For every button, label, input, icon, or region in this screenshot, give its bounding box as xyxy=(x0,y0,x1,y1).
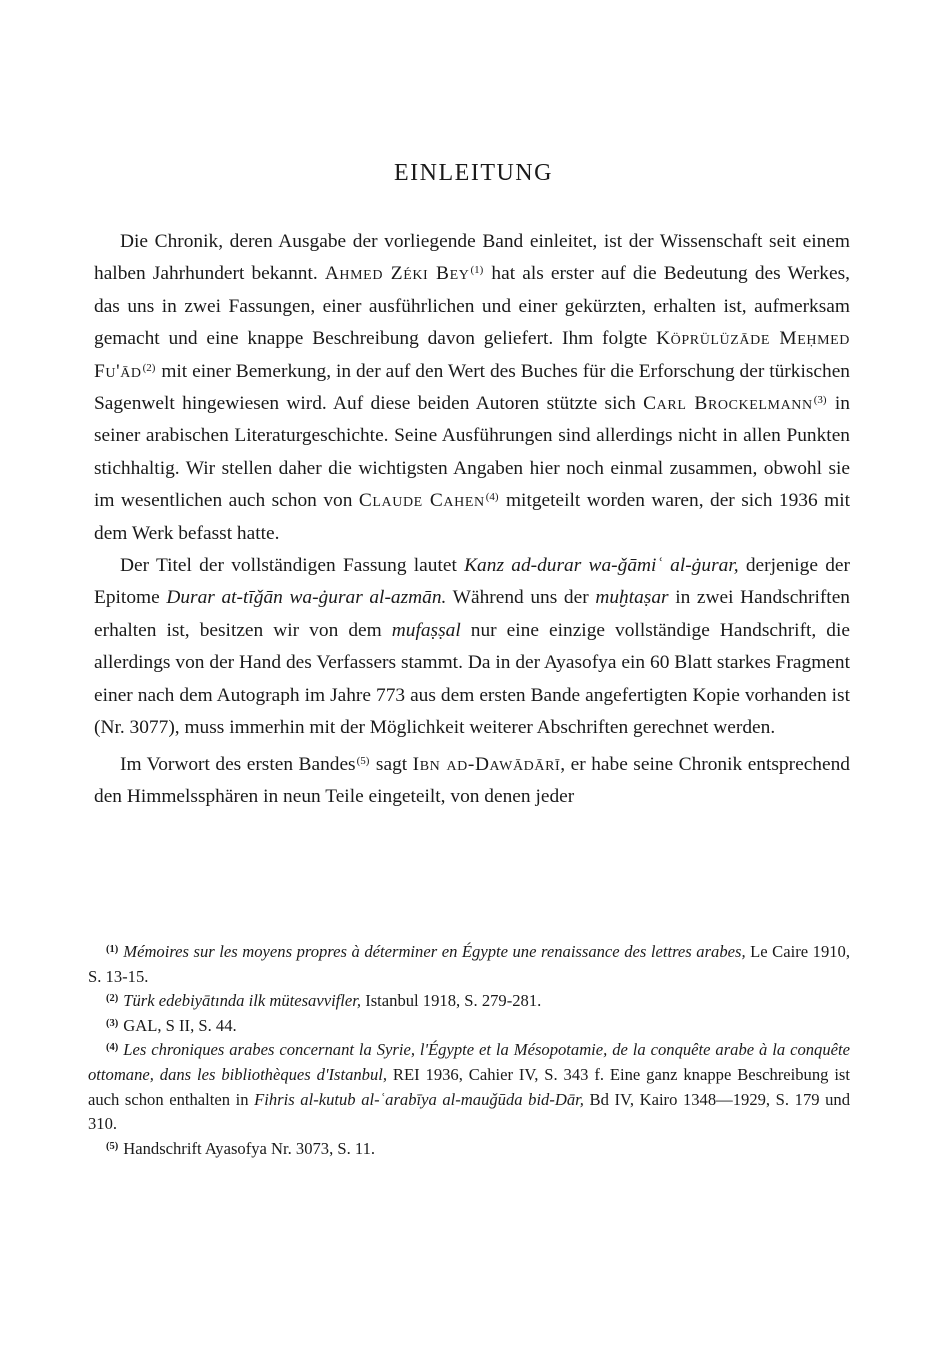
footnote-4 xyxy=(88,1038,850,1136)
footnote-mark: (1) xyxy=(106,944,119,955)
cited-title: Les chroniques arabes concernant la Syrie, l'Égypte et la Mésopotamie, de la conquête arabe à la conquête ottomane, dans les bibliothèques d'Istanbul, xyxy=(88,1040,850,1084)
text-run: REI 1936, Cahier IV, S. 343 f. Eine ganz knappe Beschreibung ist auch schon enthalten in xyxy=(88,1064,850,1109)
text-run: mit einer Bemerkung, in der auf den Wert des Buches für die Erforschung der türkischen Sagenwelt hingewiesen wird. Auf diese beiden Autoren stützte sich xyxy=(94,360,850,415)
text-run: in seiner arabischen Literaturgeschichte. Seine Ausführungen sind allerdings nicht in allen Punkten stichhaltig. Wir stellen daher die wichtigsten Angaben hier noch einmal zusammen, obwohl sie im wesentlichen auch schon von xyxy=(94,393,850,512)
paragraph-3 xyxy=(94,749,850,814)
text-run: Während uns der xyxy=(446,587,596,609)
body-text xyxy=(94,226,850,813)
footnote-mark: (3) xyxy=(106,1017,119,1029)
text-run: Le Caire 1910, S. 13-15. xyxy=(88,942,850,986)
footnote-2 xyxy=(88,989,850,1014)
text-run: Die Chronik, deren Ausgabe der vorliegende Band einleitet, ist der Wissenschaft seit einem halben Jahrhundert bekannt. xyxy=(94,231,850,285)
author-name: Ibn ad-Dawādārī xyxy=(412,753,561,775)
text-run: hat als erster auf die Bedeutung des Werkes, das uns in zwei Fassungen, einer ausführlichen und einer gekürzten, erhalten ist, aufmerksam gemacht und eine knappe Beschreibung davon geliefert. Ihm folgte xyxy=(94,263,850,350)
footnote-mark: (5) xyxy=(106,1140,119,1152)
term: muḫtaṣar xyxy=(595,587,669,609)
footnote-1 xyxy=(88,940,850,989)
text-run: Der Titel der vollständigen Fassung lautet xyxy=(120,555,465,577)
text-run: derjenige der Epitome xyxy=(94,555,850,609)
paragraph-1 xyxy=(94,226,850,550)
book-title: Kanz ad-durar wa-ǧāmiʿ al-ġurar, xyxy=(464,555,739,577)
author-name: Ahmed Zéki Bey xyxy=(324,263,470,285)
author-name: Claude Cahen xyxy=(358,490,485,512)
cited-title: Fihris al-kutub al-ʿarabīya al-mauǧūda bid-Dār, xyxy=(254,1089,584,1109)
text-run: , er habe seine Chronik entsprechend den Himmelssphären in neun Teile eingeteilt, von denen jeder xyxy=(94,753,850,807)
text-run: Istanbul 1918, S. 279-281. xyxy=(361,991,542,1011)
text-run: Handschrift Ayasofya Nr. 3073, S. 11. xyxy=(123,1138,376,1158)
footnote-3 xyxy=(88,1014,850,1039)
footnote-mark: (4) xyxy=(106,1042,119,1054)
author-name: Carl Brockelmann xyxy=(643,393,813,415)
text-run: GAL, S II, S. 44. xyxy=(123,1015,237,1035)
footnote-ref: (1) xyxy=(470,264,484,277)
term: mufaṣṣal xyxy=(391,619,461,641)
text-run: mitgeteilt worden waren, der sich 1936 mit dem Werk befasst hatte. xyxy=(94,490,850,544)
paragraph-2 xyxy=(94,550,850,744)
footnote-ref: (5) xyxy=(356,754,370,767)
text-run: Im Vorwort des ersten Bandes xyxy=(120,753,356,775)
footnote-ref: (4) xyxy=(485,491,499,504)
text-run: sagt xyxy=(370,753,413,775)
cited-title: Mémoires sur les moyens propres à déterminer en Égypte une renaissance des lettres arabes, xyxy=(123,942,746,961)
footnote-ref: (3) xyxy=(813,394,827,407)
footnote-ref: (2) xyxy=(142,361,156,374)
book-title: Durar at-tīǧān wa-ġurar al-azmān. xyxy=(166,587,447,609)
author-name: Köprülüzāde Meḥmed Fu'ād xyxy=(94,328,850,382)
cited-title: Türk edebiyātında ilk mütesavvifler, xyxy=(123,991,362,1011)
text-run: Bd IV, Kairo 1348—1929, S. 179 und 310. xyxy=(88,1089,851,1134)
footnote-mark: (2) xyxy=(106,993,119,1005)
page-title: EINLEITUNG xyxy=(394,160,553,186)
text-run: in zwei Handschriften erhalten ist, besitzen wir von dem xyxy=(94,587,850,641)
footnote-5 xyxy=(88,1137,850,1162)
text-run: nur eine einzige vollständige Handschrift, die allerdings von der Hand des Verfassers stammt. Da in der Ayasofya ein 60 Blatt starkes Fragment einer nach dem Autograph im Jahre 773 aus dem ersten Bande angefertigten Kopie vorhanden ist (Nr. 3077), muss immerhin mit der Möglichkeit weiterer Abschriften gerechnet werden. xyxy=(94,619,850,739)
footnotes xyxy=(88,940,850,1161)
